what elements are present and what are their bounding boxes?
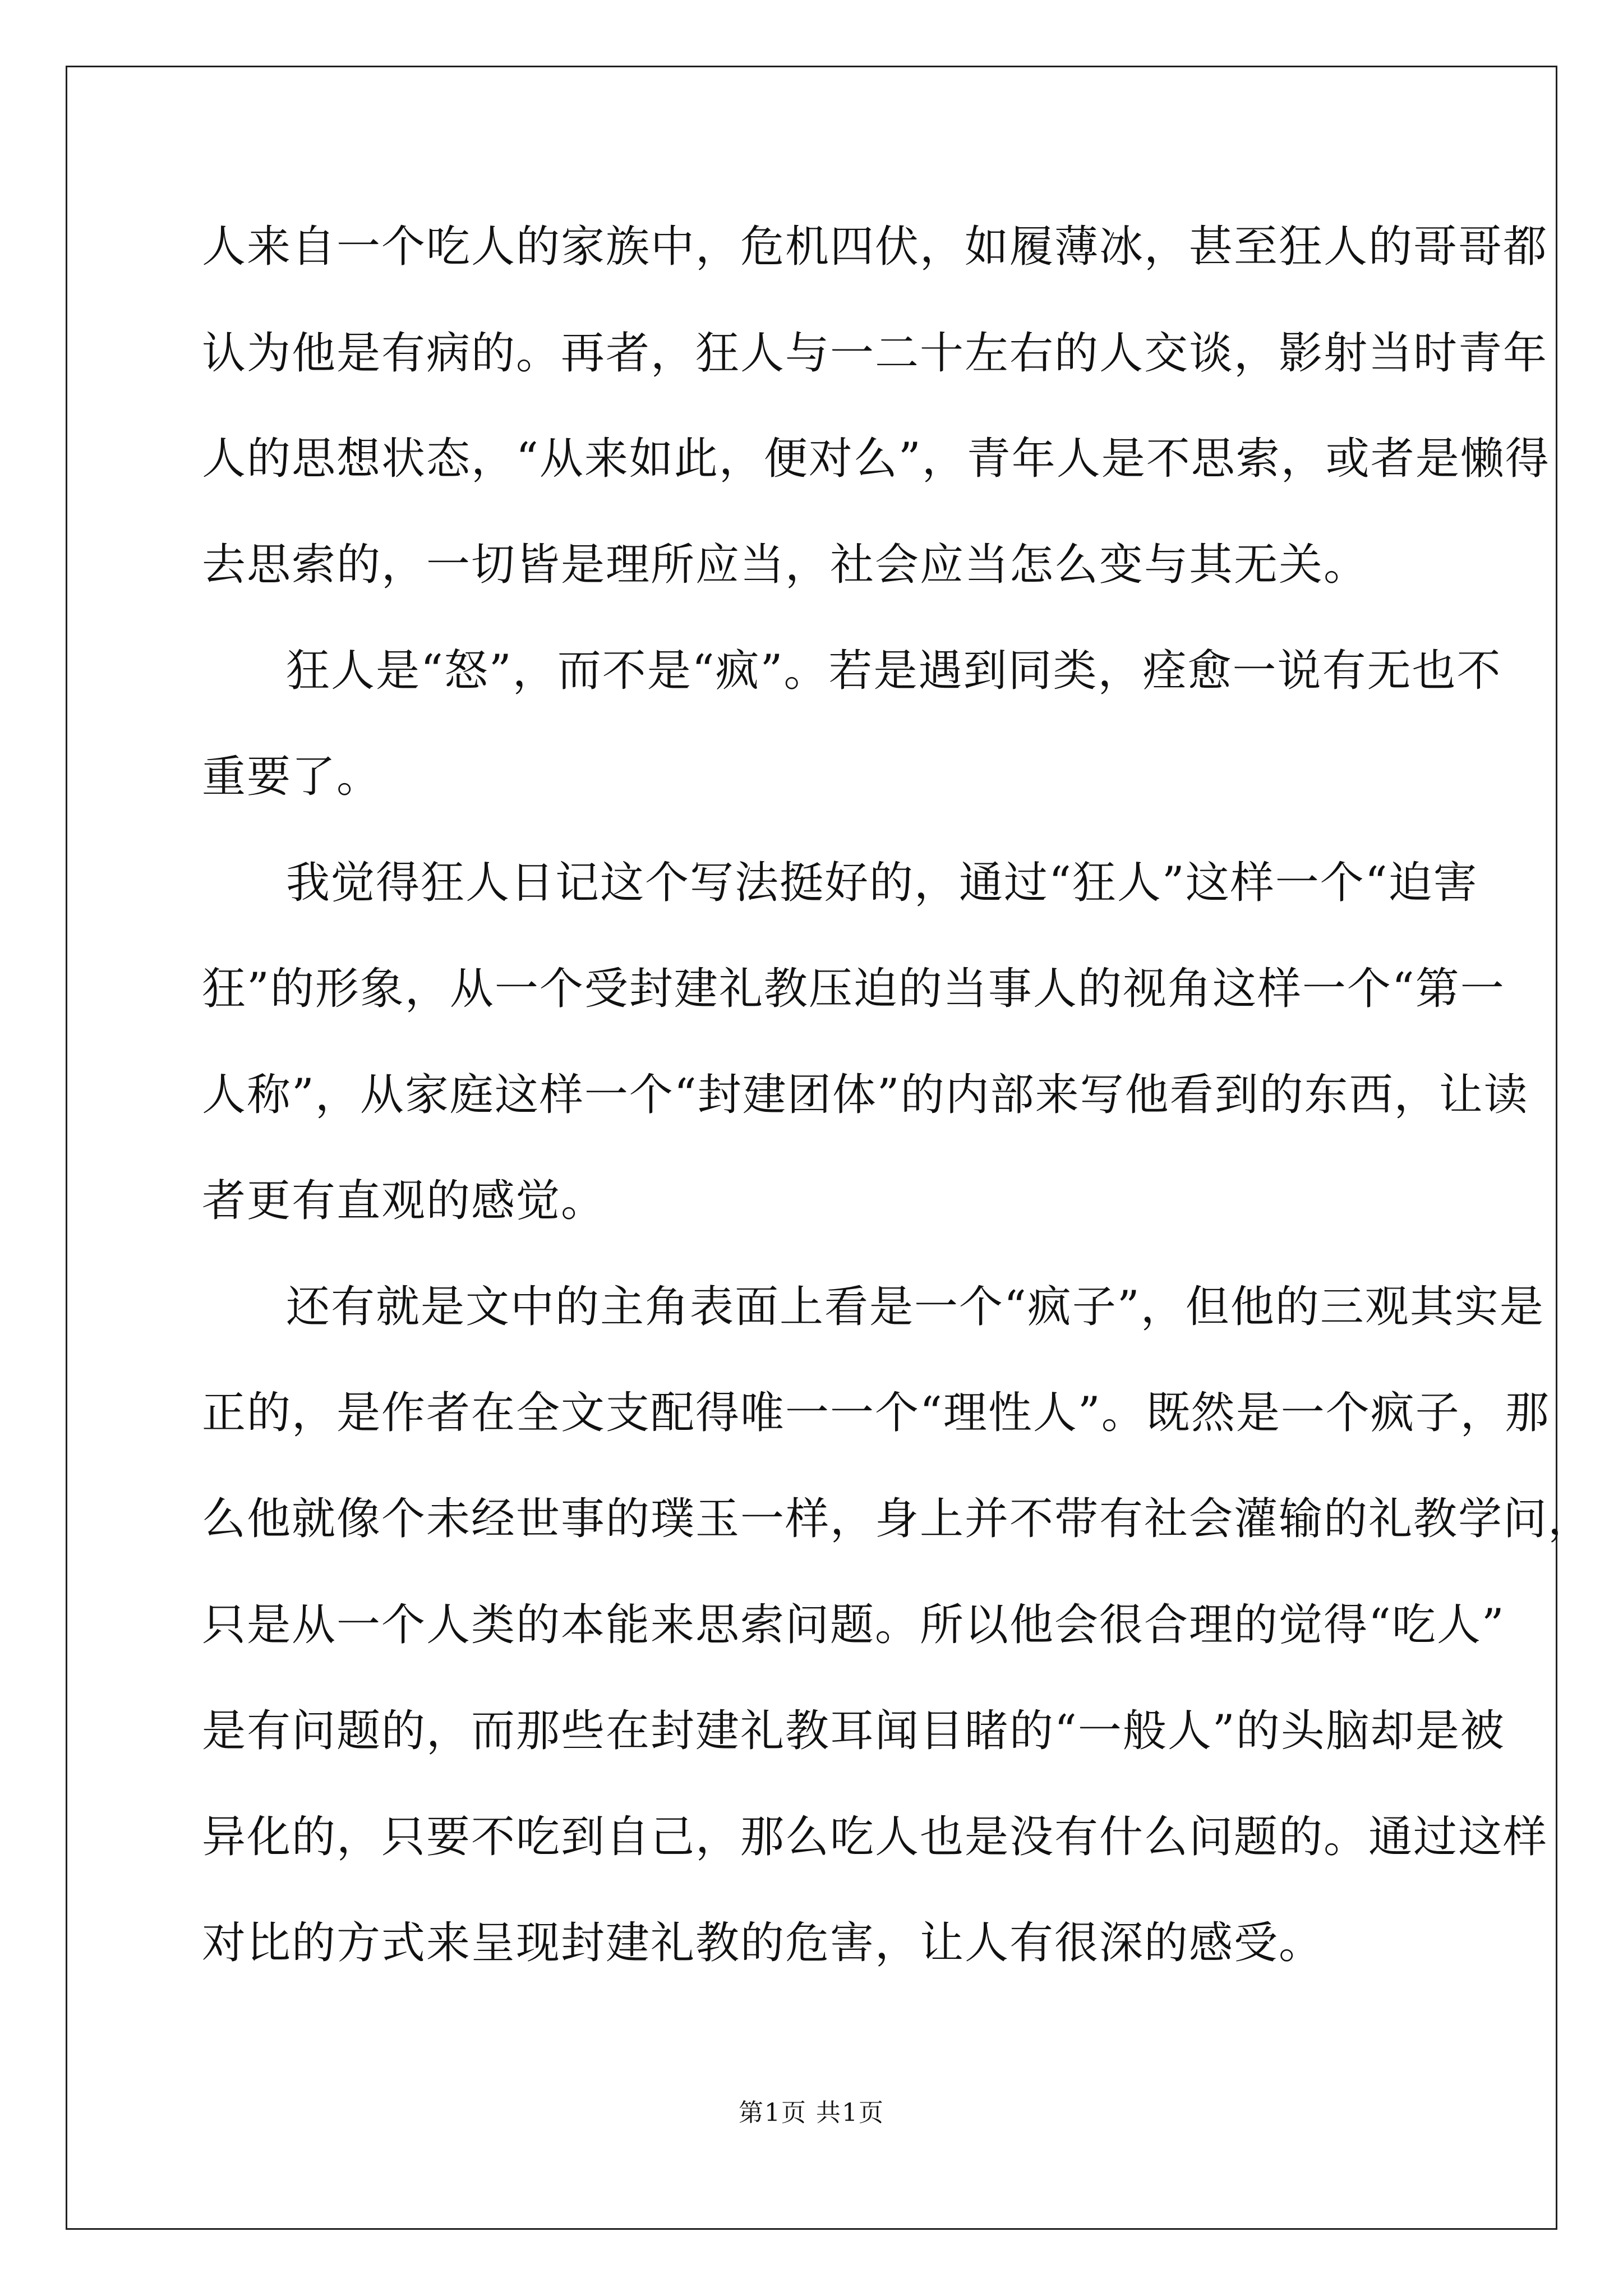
text-line: 认为他是有病的。再者，狂人与一二十左右的人交谈，影射当时青年 — [202, 328, 1548, 379]
text-line: 只是从一个人类的本能来思索问题。所以他会很合理的觉得“吃人” — [202, 1600, 1505, 1650]
text-line: 人的思想状态，“从来如此，便对么”，青年人是不思索，或者是懒得 — [202, 434, 1550, 484]
text-line: 狂”的形象，从一个受封建礼教压迫的当事人的视角这样一个“第一 — [202, 964, 1505, 1014]
paragraph-first-line: 还有就是文中的主角表面上看是一个“疯子”，但他的三观其实是 — [286, 1282, 1544, 1332]
text-line: 正的，是作者在全文支配得唯一一个“理性人”。既然是一个疯子，那 — [202, 1388, 1550, 1438]
text-line: 么他就像个未经世事的璞玉一样，身上并不带有社会灌输的礼教学问， — [202, 1494, 1593, 1544]
text-line: 人来自一个吃人的家族中，危机四伏，如履薄冰，甚至狂人的哥哥都 — [202, 222, 1548, 272]
text-line: 去思索的，一切皆是理所应当，社会应当怎么变与其无关。 — [202, 540, 1369, 590]
paragraph-first-line: 狂人是“怒”，而不是“疯”。若是遇到同类，痊愈一说有无也不 — [286, 646, 1502, 696]
page-border — [66, 66, 1557, 2230]
text-line: 人称”，从家庭这样一个“封建团体”的内部来写他看到的东西，让读 — [202, 1070, 1529, 1120]
text-line: 对比的方式来呈现封建礼教的危害，让人有很深的感受。 — [202, 1918, 1324, 1968]
text-line: 者更有直观的感觉。 — [202, 1176, 606, 1226]
text-line: 是有问题的，而那些在封建礼教耳闻目睹的“一般人”的头脑却是被 — [202, 1706, 1505, 1756]
text-line: 异化的，只要不吃到自己，那么吃人也是没有什么问题的。通过这样 — [202, 1812, 1548, 1862]
page-number-footer: 第1页 共1页 — [739, 2099, 884, 2127]
text-line: 重要了。 — [202, 752, 382, 802]
paragraph-first-line: 我觉得狂人日记这个写法挺好的，通过“狂人”这样一个“迫害 — [286, 858, 1478, 908]
